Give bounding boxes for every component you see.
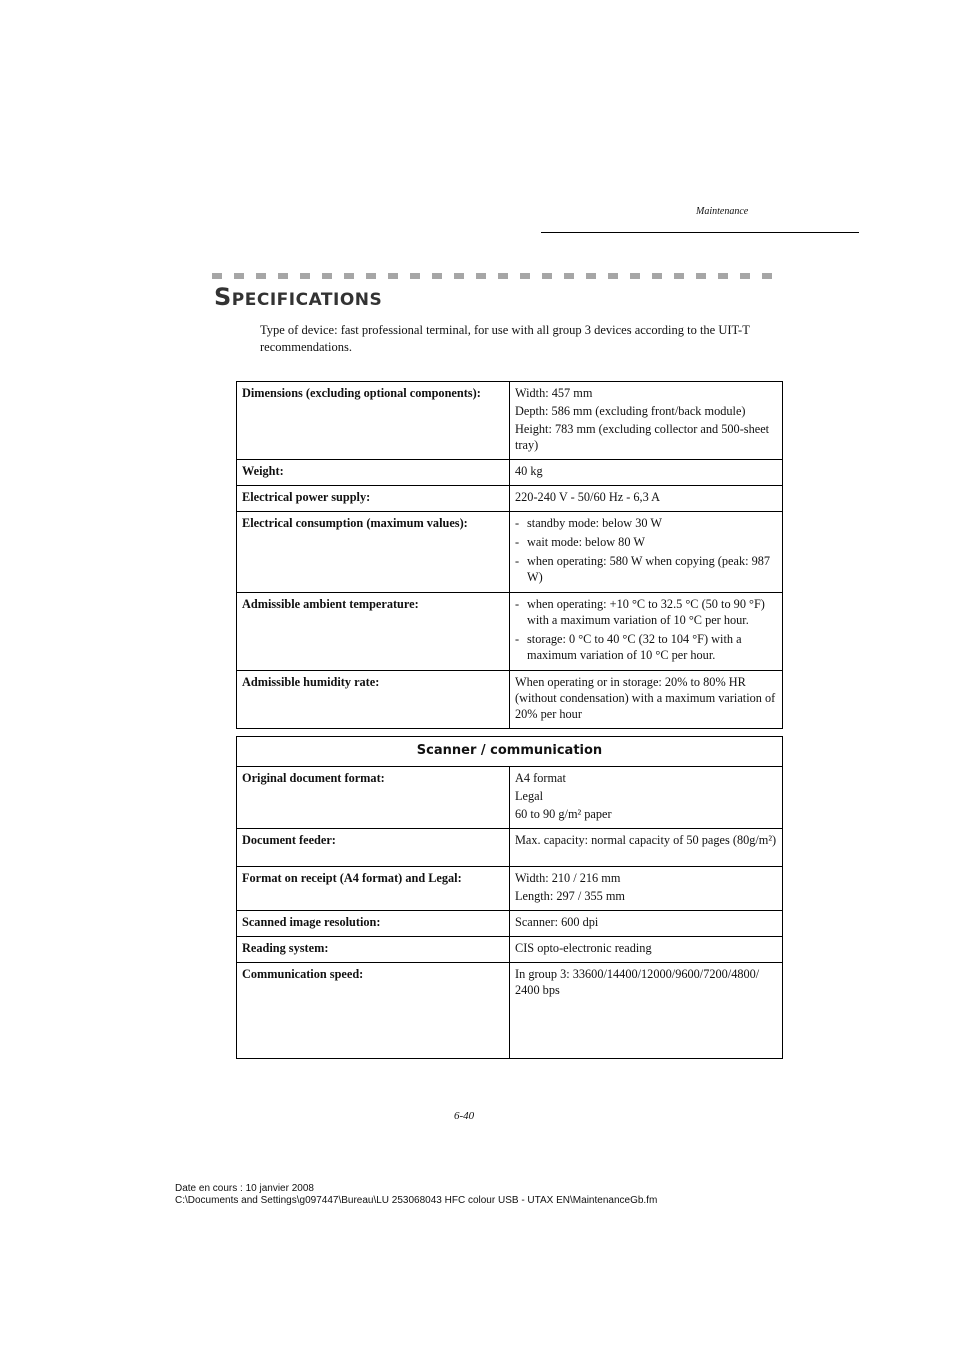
bullet-item xyxy=(515,631,777,663)
footer-path: C:\Documents and Settings\g097447\Bureau\LU 253068043 HFC colour USB - UTAX EN\MaintenanceGb.fm xyxy=(175,1195,658,1206)
bullet-item xyxy=(515,553,777,585)
value-line: CIS opto-electronic reading xyxy=(515,941,652,955)
bullet-text: standby mode: below 30 W xyxy=(527,516,663,530)
table-row xyxy=(237,829,783,867)
table-row xyxy=(237,911,783,937)
spec-value xyxy=(510,671,783,729)
spec-label: Document feeder: xyxy=(237,829,510,867)
spec-value xyxy=(510,767,783,829)
value-line: 40 kg xyxy=(515,464,543,478)
bullet-marker: - xyxy=(515,516,520,530)
spec-label: Format on receipt (A4 format) and Legal: xyxy=(237,867,510,911)
spec-value xyxy=(510,911,783,937)
bullet-text: when operating: +10 °C to 32.5 °C (50 to 90 °F) with a maximum variation of 10 °C per hour. xyxy=(527,597,765,627)
general-specs-table xyxy=(236,381,783,729)
spec-label: Electrical consumption (maximum values): xyxy=(237,512,510,593)
running-header: Maintenance xyxy=(696,206,749,217)
value-line: 220-240 V - 50/60 Hz - 6,3 A xyxy=(515,490,661,504)
table-row xyxy=(237,767,783,829)
value-line: Max. capacity: normal capacity of 50 pages (80g/m²) xyxy=(515,833,777,847)
table-row xyxy=(237,593,783,671)
spec-value xyxy=(510,937,783,963)
table-row xyxy=(237,937,783,963)
spec-label: Communication speed: xyxy=(237,963,510,1059)
spec-label: Electrical power supply: xyxy=(237,486,510,512)
intro-paragraph: Type of device: fast professional terminal, for use with all group 3 devices according to the UIT-T recommendations. xyxy=(260,323,750,354)
bullet-item xyxy=(515,534,777,550)
spec-value xyxy=(510,486,783,512)
value-line: When operating or in storage: 20% to 80% HR (without condensation) with a maximum variation of 20% per hour xyxy=(515,675,776,721)
bullet-marker: - xyxy=(515,597,520,611)
value-line: Length: 297 / 355 mm xyxy=(515,889,625,903)
value-line: Scanner: 600 dpi xyxy=(515,915,599,929)
scanner-specs-table xyxy=(236,736,783,1059)
bullet-marker: - xyxy=(515,632,520,646)
value-line: Width: 210 / 216 mm xyxy=(515,871,621,885)
spec-label: Admissible ambient temperature: xyxy=(237,593,510,671)
table-row xyxy=(237,963,783,1059)
table-row xyxy=(237,671,783,729)
value-line: Legal xyxy=(515,789,543,803)
spec-value xyxy=(510,460,783,486)
table-row xyxy=(237,382,783,460)
table-row xyxy=(237,512,783,593)
spec-label: Admissible humidity rate: xyxy=(237,671,510,729)
header-rule xyxy=(541,232,859,233)
value-line: A4 format xyxy=(515,771,566,785)
bullet-marker: - xyxy=(515,554,520,568)
spec-label: Weight: xyxy=(237,460,510,486)
bullet-text: when operating: 580 W when copying (peak: 987 W) xyxy=(527,554,771,584)
bullet-text: storage: 0 °C to 40 °C (32 to 104 °F) with a maximum variation of 10 °C per hour. xyxy=(527,632,742,662)
table-row xyxy=(237,867,783,911)
spec-label: Original document format: xyxy=(237,767,510,829)
footer xyxy=(175,1183,657,1207)
footer-date: Date en cours : 10 janvier 2008 xyxy=(175,1183,314,1194)
spec-value xyxy=(510,593,783,671)
spec-value xyxy=(510,512,783,593)
spec-value xyxy=(510,867,783,911)
bullet-item xyxy=(515,515,777,531)
value-line: Width: 457 mm xyxy=(515,386,593,400)
page-title: Specifications xyxy=(214,283,383,311)
table-heading: Scanner / communication xyxy=(237,737,783,767)
section-dash-rule xyxy=(212,273,783,279)
value-line: Height: 783 mm (excluding collector and 500-sheet tray) xyxy=(515,422,770,452)
value-line: In group 3: 33600/14400/12000/9600/7200/4800/ 2400 bps xyxy=(515,967,760,997)
value-line: 60 to 90 g/m² paper xyxy=(515,807,612,821)
value-line: Depth: 586 mm (excluding front/back module) xyxy=(515,404,746,418)
table-row xyxy=(237,460,783,486)
bullet-item xyxy=(515,596,777,628)
table-row xyxy=(237,486,783,512)
spec-label: Dimensions (excluding optional components): xyxy=(237,382,510,460)
bullet-text: wait mode: below 80 W xyxy=(527,535,645,549)
page-number: 6-40 xyxy=(454,1110,475,1122)
spec-value xyxy=(510,963,783,1059)
spec-value xyxy=(510,829,783,867)
spec-label: Scanned image resolution: xyxy=(237,911,510,937)
spec-value xyxy=(510,382,783,460)
bullet-marker: - xyxy=(515,535,520,549)
spec-label: Reading system: xyxy=(237,937,510,963)
